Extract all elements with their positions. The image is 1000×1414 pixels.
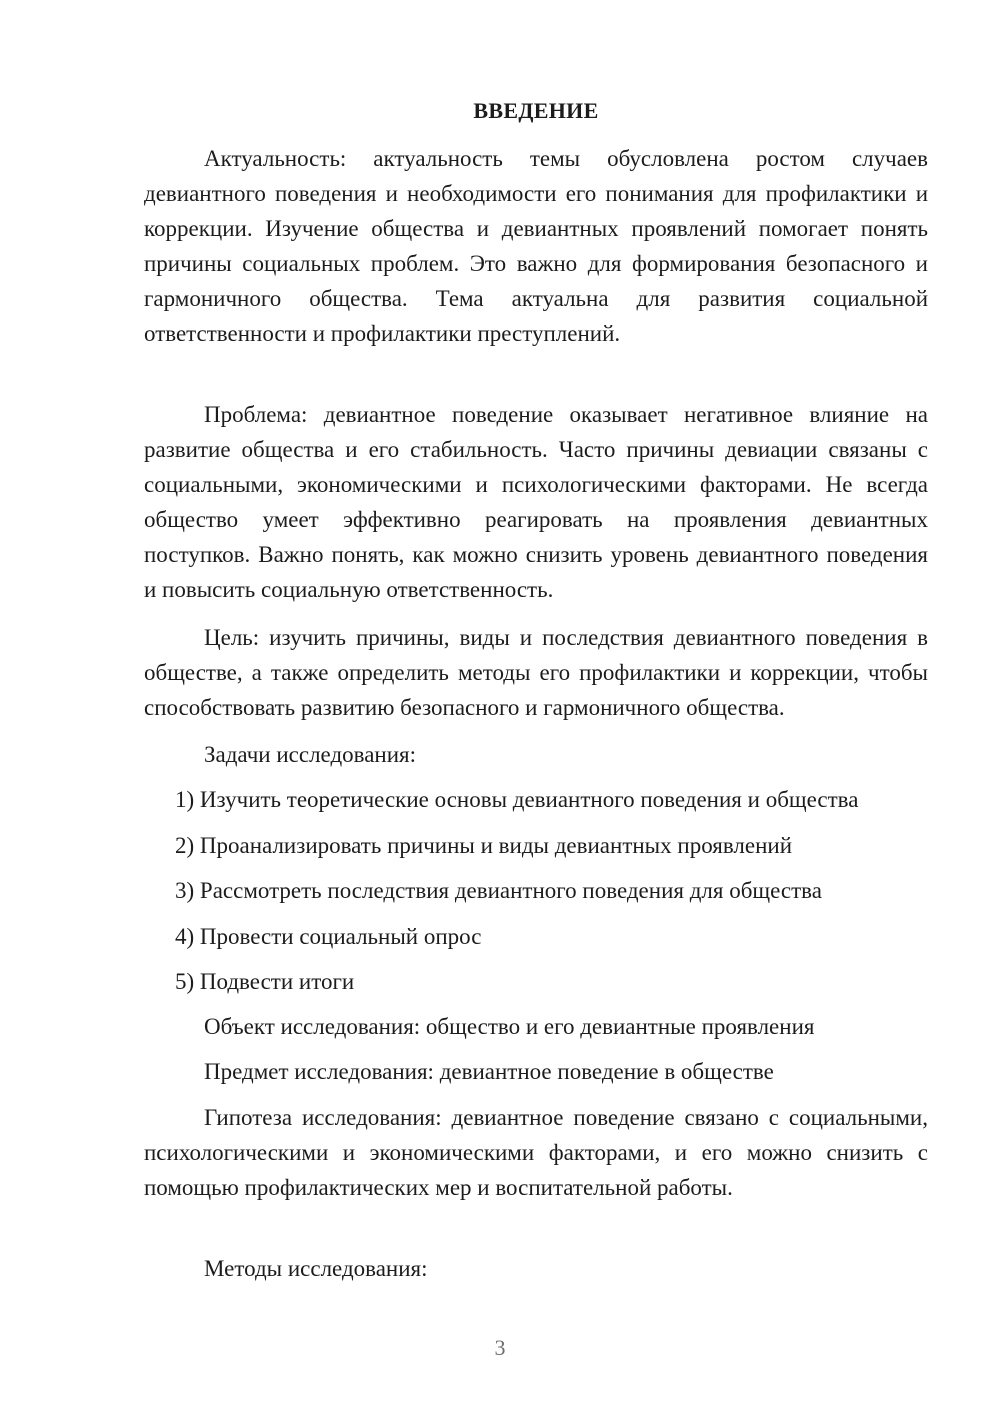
list-item: 3) Рассмотреть последствия девиантного поведения для общества	[175, 878, 822, 903]
paragraph-object: Объект исследования: общество и его девиантные проявления	[204, 1014, 815, 1039]
list-item: 1) Изучить теоретические основы девиантного поведения и общества	[175, 787, 859, 812]
page-number: 3	[494, 1335, 506, 1360]
paragraph-problem: Проблема: девиантное поведение оказывает негативное влияние на развитие общества и его стабильность. Часто причины девиации связаны с социальными, экономическими и психологическими факторами. Не всегда общество умеет эффективно реагировать на проявления девиантных поступков. Важно понять, как можно снизить уровень девиантного поведения и повысить социальную ответственность.	[144, 402, 928, 602]
paragraph-goal: Цель: изучить причины, виды и последствия девиантного поведения в обществе, а также определить методы его профилактики и коррекции, чтобы способствовать развитию безопасного и гармоничного общества.	[144, 625, 928, 720]
methods-heading: Методы исследования:	[204, 1256, 428, 1281]
page-title: ВВЕДЕНИЕ	[473, 98, 599, 123]
paragraph-hypothesis: Гипотеза исследования: девиантное поведение связано с социальными, психологическими и экономическими факторами, и его можно снизить с помощью профилактических мер и воспитательной работы.	[144, 1105, 928, 1200]
paragraph-subject: Предмет исследования: девиантное поведение в обществе	[204, 1059, 774, 1084]
list-item: 4) Провести социальный опрос	[175, 923, 482, 949]
tasks-list	[175, 782, 935, 1010]
list-item: 2) Проанализировать причины и виды девиантных проявлений	[175, 832, 793, 858]
list-item: 5) Подвести итоги	[175, 969, 355, 994]
paragraph-relevance: Актуальность: актуальность темы обусловлена ростом случаев девиантного поведения и необходимости его понимания для профилактики и коррекции. Изучение общества и девиантных проявлений помогает понять причины социальных проблем. Это важно для формирования безопасного и гармоничного общества. Тема актуальна для развития социальной ответственности и профилактики преступлений.	[144, 146, 928, 346]
tasks-heading: Задачи исследования:	[204, 742, 417, 767]
